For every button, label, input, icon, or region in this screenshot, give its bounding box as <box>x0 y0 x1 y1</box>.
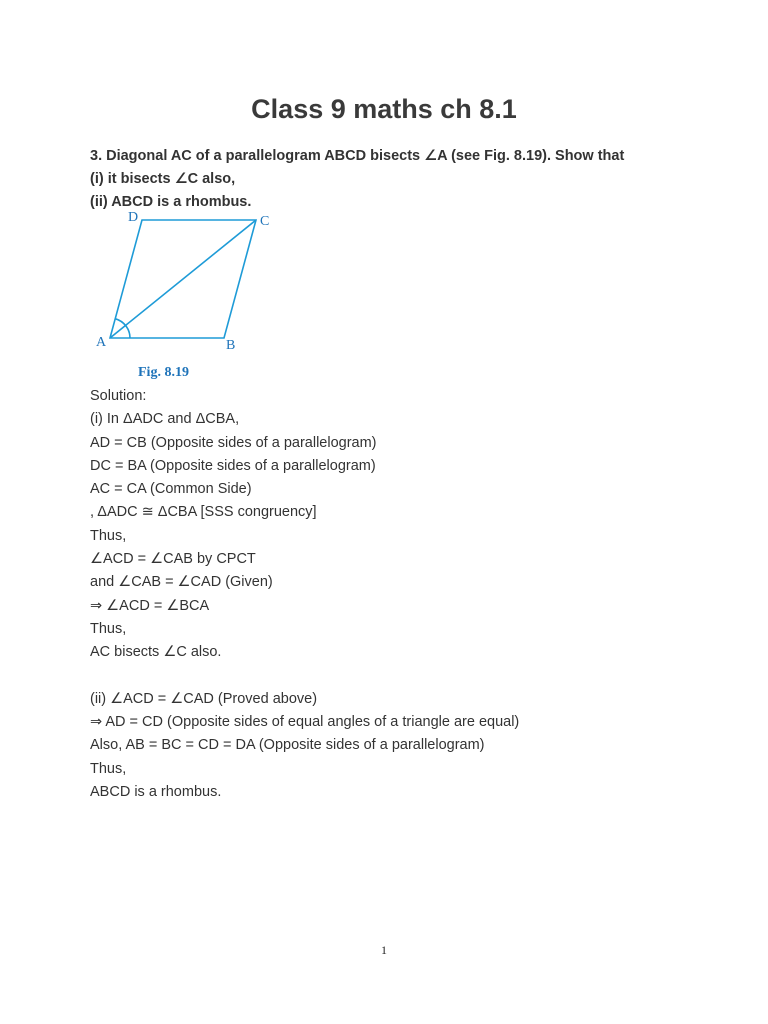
question-line: 3. Diagonal AC of a parallelogram ABCD bisects ∠A (see Fig. 8.19). Show that <box>90 148 625 164</box>
solution-line: Thus, <box>90 527 127 544</box>
solution-line: ⇒ ∠ACD = ∠BCA <box>90 597 210 614</box>
page-title: Class 9 maths ch 8.1 <box>251 94 517 124</box>
solution-line: Solution: <box>90 388 147 404</box>
vertex-label-c: C <box>260 214 270 229</box>
question-line: (i) it bisects ∠C also, <box>90 171 236 187</box>
solution-line: (ii) ∠ACD = ∠CAD (Proved above) <box>90 690 318 707</box>
solution-line: Thus, <box>90 620 127 637</box>
solution-line: ⇒ AD = CD (Opposite sides of equal angles of a triangle are equal) <box>90 714 520 731</box>
vertex-label-a: A <box>96 335 107 350</box>
solution-line: AD = CB (Opposite sides of a parallelogram) <box>90 434 377 451</box>
diagonal-ac <box>110 220 256 338</box>
solution-blank-line <box>90 665 519 688</box>
solution-line: DC = BA (Opposite sides of a parallelogram) <box>90 457 376 474</box>
solution-block <box>90 385 519 804</box>
solution-line: and ∠CAB = ∠CAD (Given) <box>90 574 273 591</box>
solution-line: ∠ACD = ∠CAB by CPCT <box>90 551 256 568</box>
solution-line: Thus, <box>90 760 127 777</box>
question-line: (ii) ABCD is a rhombus. <box>90 194 252 210</box>
solution-line: , ΔADC ≅ ΔCBA [SSS congruency] <box>90 504 317 521</box>
question-block <box>90 145 624 214</box>
solution-line: (i) In ΔADC and ΔCBA, <box>90 411 240 428</box>
vertex-label-b: B <box>226 338 236 353</box>
solution-line: AC = CA (Common Side) <box>90 481 252 498</box>
solution-line: Also, AB = BC = CD = DA (Opposite sides of a parallelogram) <box>90 737 485 754</box>
page-number: 1 <box>381 943 387 957</box>
solution-line: AC bisects ∠C also. <box>90 644 222 661</box>
parallelogram-figure <box>90 208 290 384</box>
figure-caption: Fig. 8.19 <box>138 365 189 380</box>
solution-line: ABCD is a rhombus. <box>90 784 222 801</box>
vertex-label-d: D <box>128 210 139 225</box>
